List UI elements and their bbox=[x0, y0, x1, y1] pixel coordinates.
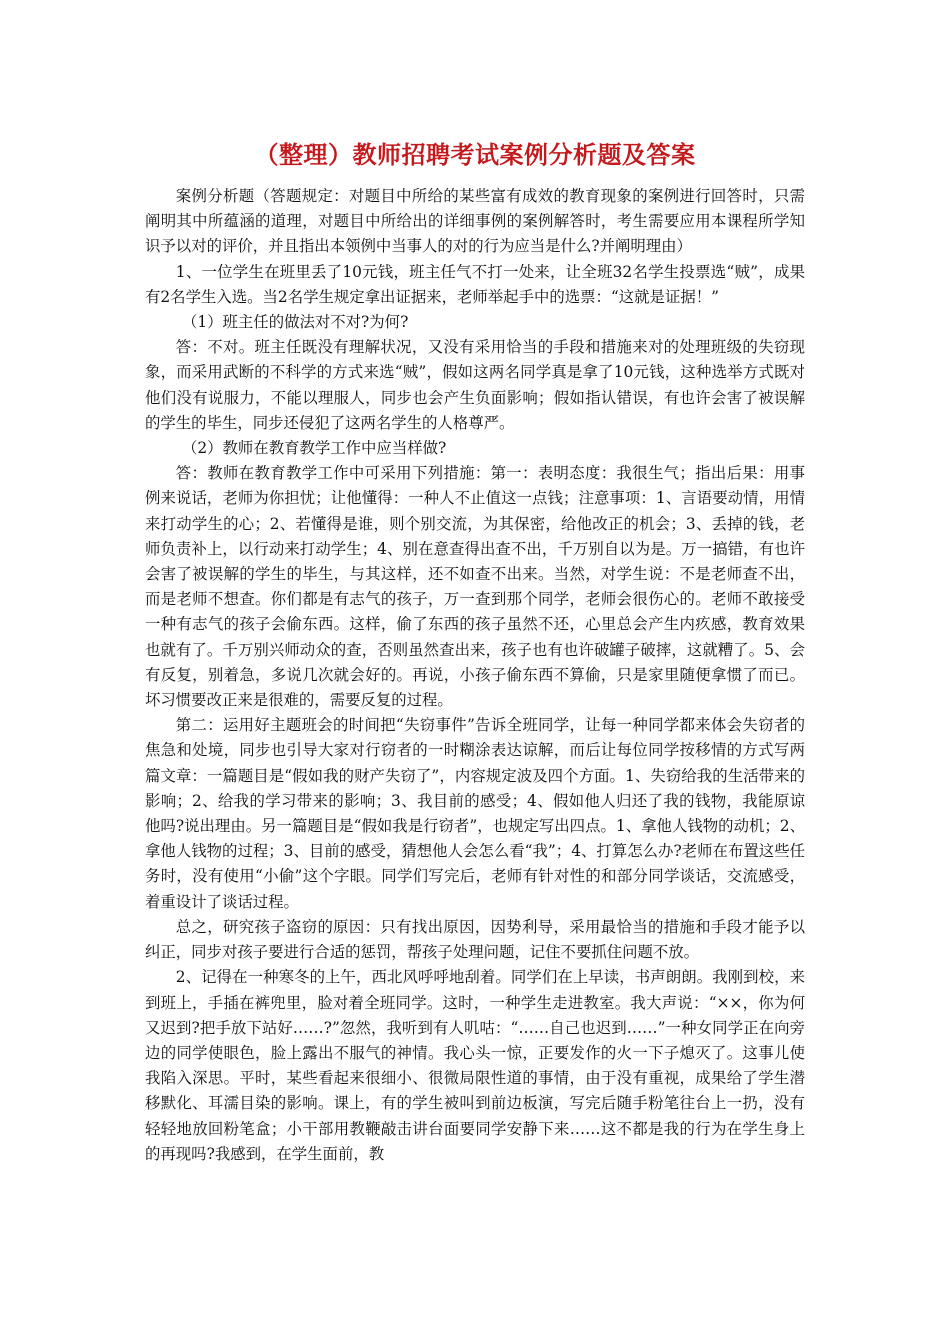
document-title: （整理）教师招聘考试案例分析题及答案 bbox=[254, 141, 696, 169]
intro-paragraph: 案例分析题（答题规定：对题目中所给的某些富有成效的教育现象的案例进行回答时，只需阐明其中所蕴涵的道理，对题目中所给出的详细事例的案例解答时，考生需要应用本课程所学知识予以对的评价，并且指出本领例中当事人的对的行为应当是什么?并阐明理由） bbox=[145, 187, 805, 256]
summary-paragraph: 总之，研究孩子盗窃的原因：只有找出原因，因势利导，采用最恰当的措施和手段才能予以纠正，同步对孩子要进行合适的惩罚，帮孩子处理问题，记住不要抓住问题不放。 bbox=[145, 917, 805, 962]
case-2-paragraph: 2、记得在一种寒冬的上午，西北风呼呼地刮着。同学们在上早读，书声朗朗。我刚到校，来到班上，手插在裤兜里，脸对着全班同学。这时，一种学生走进教室。我大声说：“××，你为何又迟到?把手放下站好……?”忽然，我听到有人叽咕：“……自己也迟到……”一种女同学正在向旁边的同学使眼色，脸上露出不服气的神情。我心头一惊，正要发作的火一下子熄灭了。这事儿使我陷入深思。平时，某些看起来很细小、很微局限性道的事情，由于没有重视，成果给了学生潜移默化、耳濡目染的影响。课上，有的学生被叫到前边板演，写完后随手粉笔往台上一扔，没有轻轻地放回粉笔盒；小干部用教鞭敲击讲台面要同学安静下来……这不都是我的行为在学生身上的再现吗?我感到，在学生面前，教 bbox=[145, 968, 805, 1163]
document-page bbox=[145, 130, 805, 1167]
second-measure-paragraph: 第二：运用好主题班会的时间把“失窃事件”告诉全班同学，让每一种同学都来体会失窃者的焦急和处境，同步也引导大家对行窃者的一时糊涂表达谅解，而后让每位同学按移情的方式写两篇文章：一篇题目是“假如我的财产失窃了”，内容规定波及四个方面。1、失窃给我的生活带来的影响；2、给我的学习带来的影响；3、我目前的感受；4、假如他人归还了我的钱物，我能原谅他吗?说出理由。另一篇题目是“假如我是行窃者”，也规定写出四点。1、拿他人钱物的动机；2、拿他人钱物的过程；3、目前的感受，猜想他人会怎么看“我”；4、打算怎么办?老师在布置这些任务时，没有使用“小偷”这个字眼。同学们写完后，老师有针对性的和部分同学谈话，交流感受，着重设计了谈话过程。 bbox=[145, 716, 805, 911]
answer-2-paragraph: 答：教师在教育教学工作中可采用下列措施：第一：表明态度：我很生气；指出后果：用事例来说话，老师为你担忧；让他懂得：一种人不止值这一点钱；注意事项：1、言语要动情，用情来打动学生的心；2、若懂得是谁，则个别交流，为其保密，给他改正的机会；3、丢掉的钱，老师负责补上，以行动来打动学生；4、别在意查得出查不出，千万别自以为是。万一搞错，有也许会害了被误解的学生的毕生，与其这样，还不如查不出来。当然，对学生说：不是老师查不出，而是老师不想查。你们都是有志气的孩子，万一查到那个同学，老师会很伤心的。老师不敢接受一种有志气的孩子会偷东西。这样，偷了东西的孩子虽然不还，心里总会产生内疚感，教育效果也就有了。千万别兴师动众的查，否则虽然查出来，孩子也有也许破罐子破摔，这就糟了。5、会有反复，别着急，多说几次就会好的。再说，小孩子偷东西不算偷，只是家里随便拿惯了而已。坏习惯要改正来是很难的，需要反复的过程。 bbox=[145, 464, 805, 710]
question-2-paragraph: （2）教师在教育教学工作中应当样做? bbox=[181, 439, 447, 458]
answer-1-paragraph: 答：不对。班主任既没有理解状况，又没有采用恰当的手段和措施来对的处理班级的失窃现象，而采用武断的不科学的方式来选“贼”，假如这两名同学真是拿了10元钱，这种选举方式既对他们没有说服力，不能以理服人，同步也会产生负面影响；假如指认错误，有也许会害了被误解的学生的毕生，同步还侵犯了这两名学生的人格尊严。 bbox=[145, 338, 805, 432]
case-1-paragraph: 1、一位学生在班里丢了10元钱，班主任气不打一处来，让全班32名学生投票选“贼”，成果有2名学生入选。当2名学生规定拿出证据来，老师举起手中的选票：“这就是证据！” bbox=[145, 262, 805, 306]
question-1-paragraph: （1）班主任的做法对不对?为何? bbox=[181, 313, 409, 332]
